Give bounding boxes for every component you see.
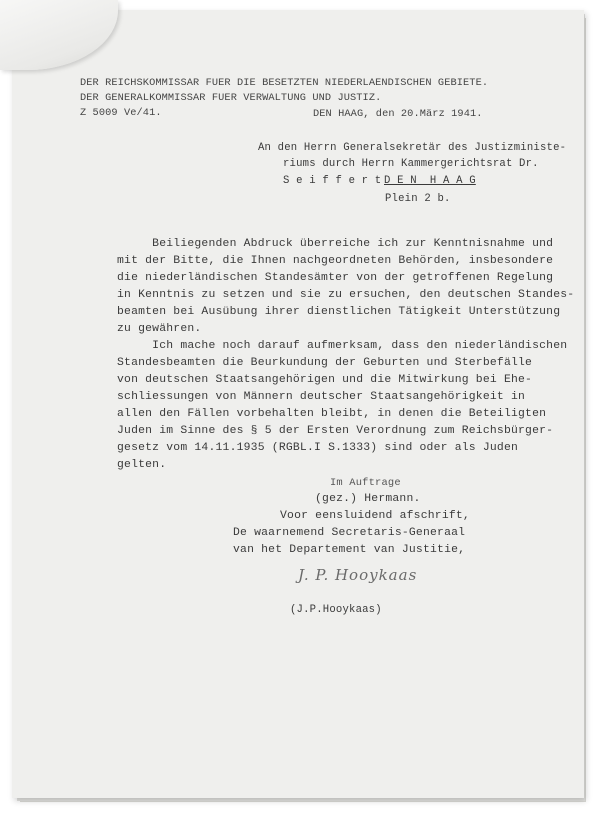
body-line: die niederländischen Standesämter von der getroffenen Regelung xyxy=(117,272,554,284)
body-line: gelten. xyxy=(117,459,167,471)
closing-copy-note: Voor eensluidend afschrift, xyxy=(280,510,470,522)
body-line: in Kenntnis zu setzen und sie zu ersuchen, den deutschen Standes- xyxy=(117,289,575,301)
closing-department: van het Departement van Justitie, xyxy=(233,544,466,556)
body-line: gesetz vom 14.11.1935 (RGBL.I S.1333) sind oder als Juden xyxy=(117,442,519,454)
address-line-1: An den Herrn Generalsekretär des Justizministe- xyxy=(258,142,567,154)
place-date: DEN HAAG, den 20.März 1941. xyxy=(313,108,483,120)
closing-secretary: De waarnemend Secretaris-Generaal xyxy=(233,527,466,539)
body-line: allen den Fällen vorbehalten bleibt, in denen die Beteiligten xyxy=(117,408,547,420)
header-line-1: DER REICHSKOMMISSAR FUER DIE BESETZTEN NIEDERLAENDISCHEN GEBIETE. xyxy=(80,77,489,89)
body-line: von deutschen Staatsangehörigen und die Mitwirkung bei Ehe- xyxy=(117,374,533,386)
closing-gez-hermann: (gez.) Hermann. xyxy=(315,493,421,505)
closing-im-auftrage: Im Auftrage xyxy=(330,477,401,489)
body-line: schliessungen von Männern deutscher Staatsangehörigkeit in xyxy=(117,391,526,403)
body-line: zu gewähren. xyxy=(117,323,202,335)
body-line: Juden im Sinne des § 5 der Ersten Verordnung zum Reichsbürger- xyxy=(117,425,554,437)
body-line: beamten bei Ausübung ihrer dienstlichen Tätigkeit Unterstützung xyxy=(117,306,561,318)
header-line-2: DER GENERALKOMMISSAR FUER VERWALTUNG UND JUSTIZ. xyxy=(80,92,382,104)
body-line: Beiliegenden Abdruck überreiche ich zur Kenntnisnahme und xyxy=(117,238,554,250)
reference-number: Z 5009 Ve/41. xyxy=(80,107,162,119)
address-name: S e i f f e r t xyxy=(283,175,382,187)
address-street: Plein 2 b. xyxy=(385,193,451,205)
body-line: mit der Bitte, die Ihnen nachgeordneten Behörden, insbesondere xyxy=(117,255,554,267)
address-line-2: riums durch Herrn Kammergerichtsrat Dr. xyxy=(283,158,539,170)
handwritten-signature: J. P. Hooykaas xyxy=(298,566,418,584)
address-city: D E N H A A G xyxy=(384,175,476,187)
body-line: Standesbeamten die Beurkundung der Geburten und Sterbefälle xyxy=(117,357,533,369)
body-line: Ich mache noch darauf aufmerksam, dass den niederländischen xyxy=(117,340,568,352)
typed-signature-name: (J.P.Hooykaas) xyxy=(290,604,382,616)
document-page xyxy=(12,10,584,798)
